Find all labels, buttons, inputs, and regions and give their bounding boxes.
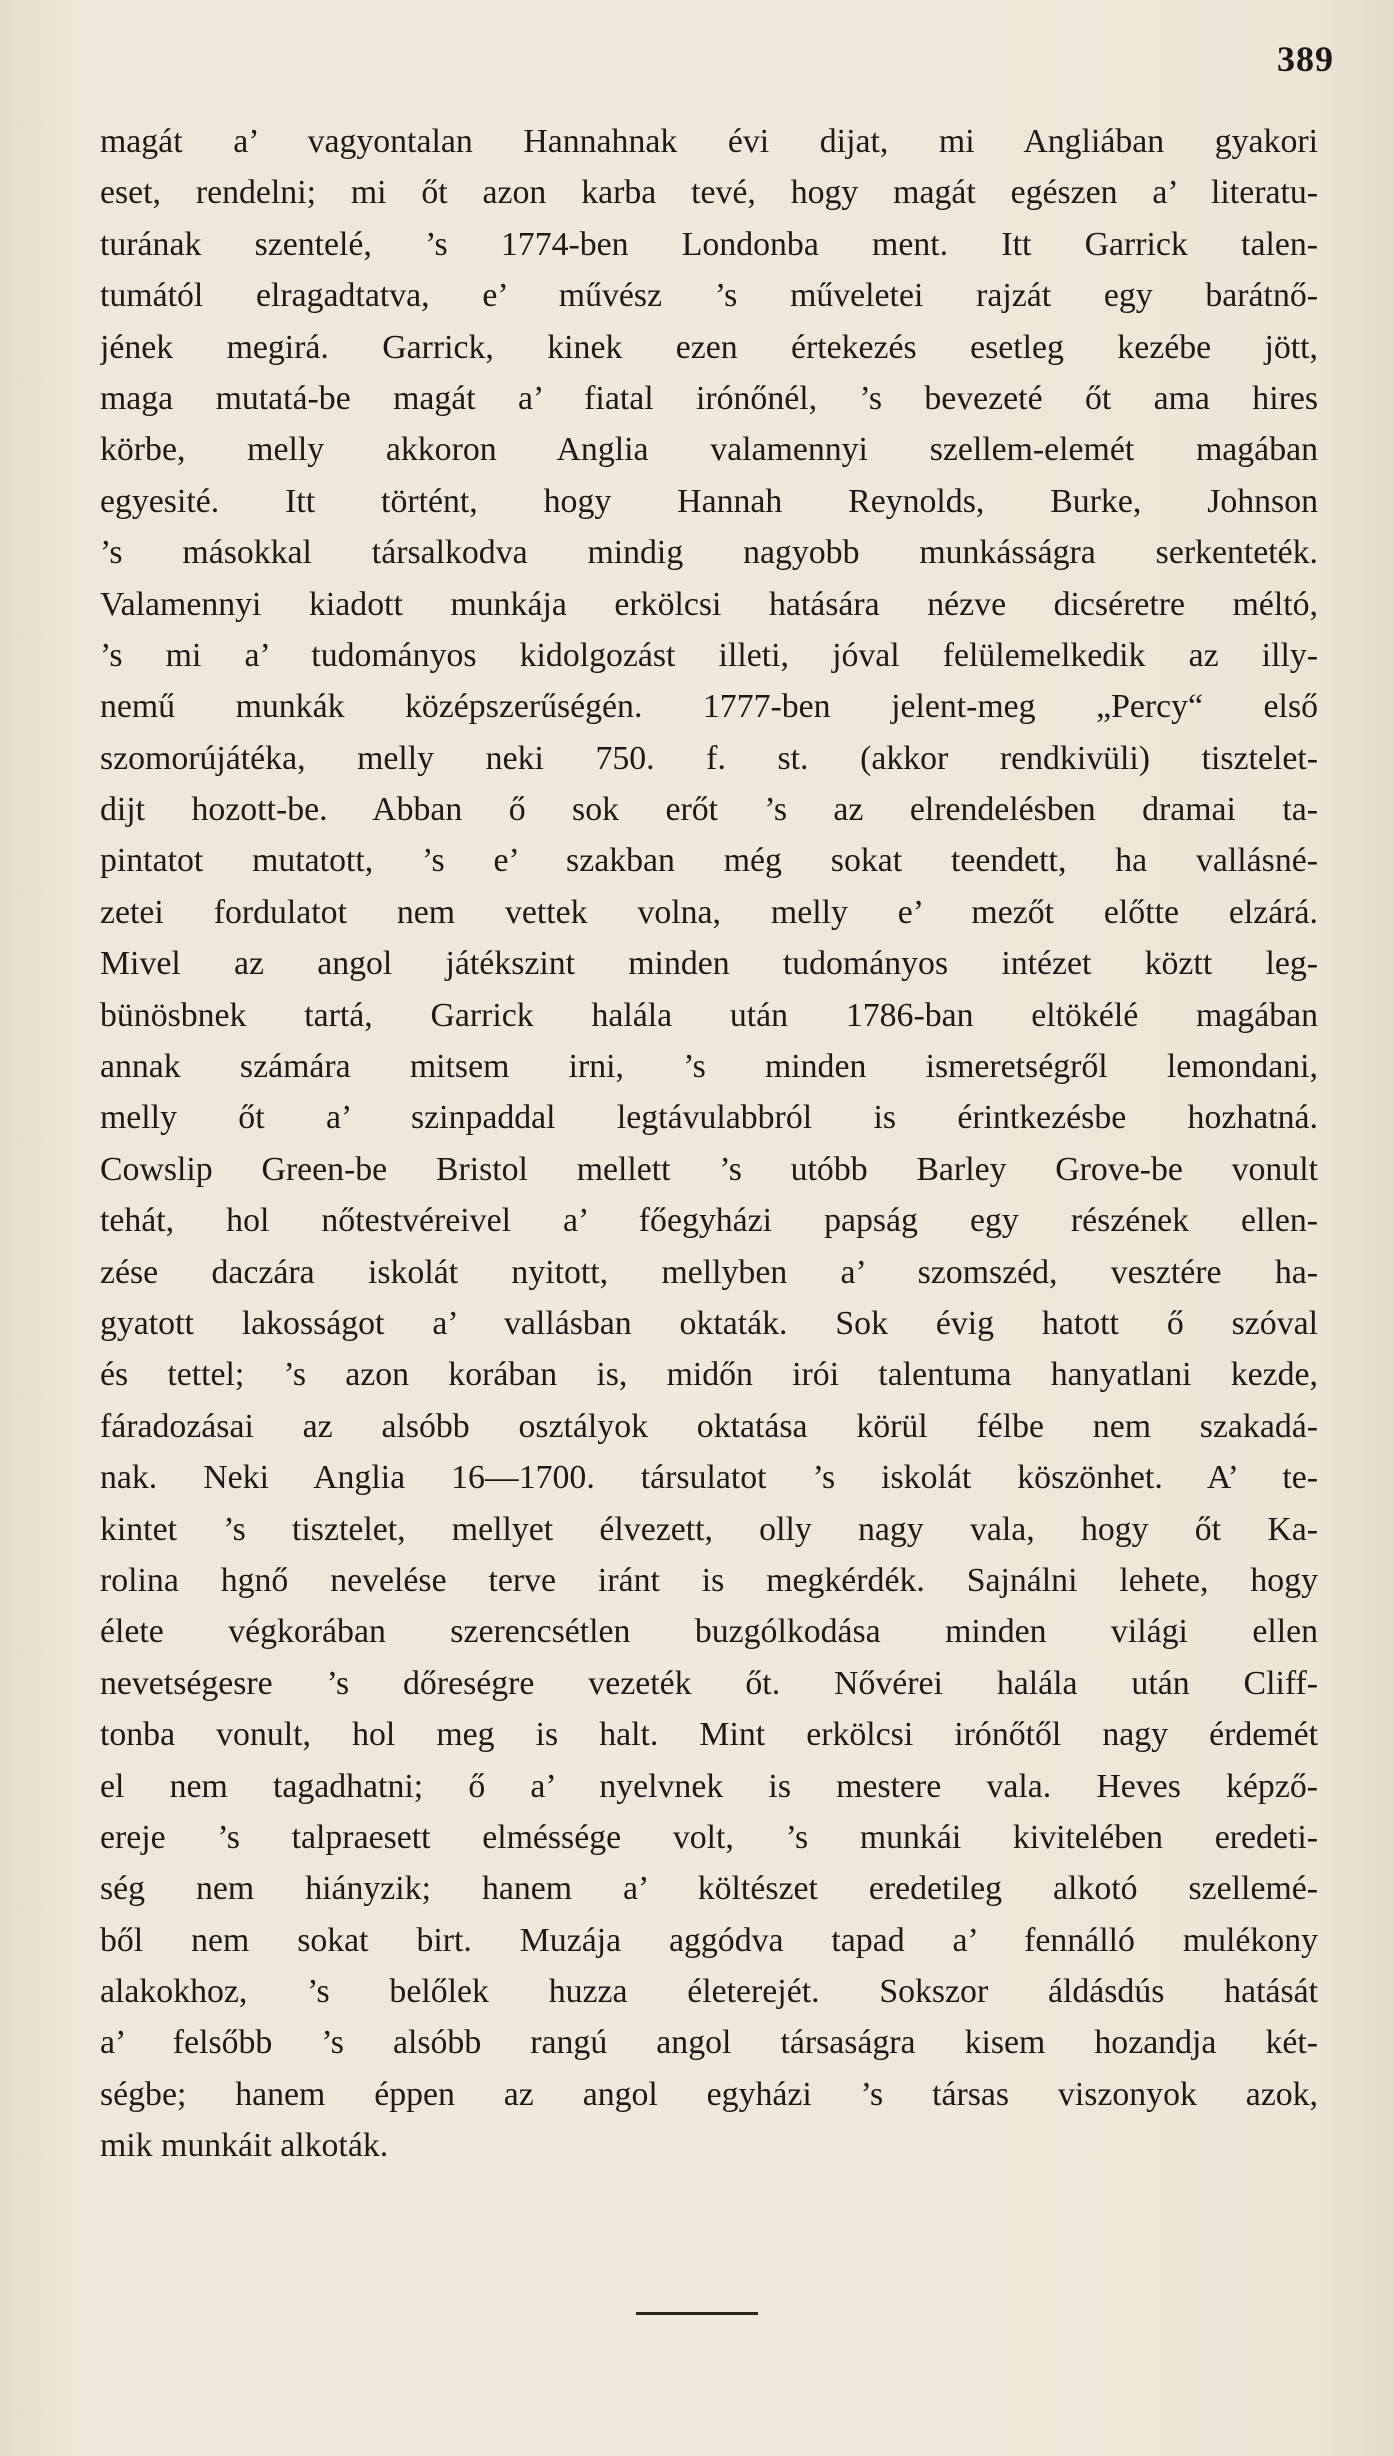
text-line: rolina hgnő nevelése terve iránt is megkérdék. Sajnálni lehete, hogy (100, 1561, 1318, 1599)
text-line: Valamennyi kiadott munkája erkölcsi hatására nézve dicséretre méltó, (100, 585, 1318, 623)
text-line: Mivel az angol játékszint minden tudományos intézet köztt leg- (100, 945, 1318, 983)
text-line: melly őt a’ szinpaddal legtávulabbról is érintkezésbe hozhatná. (100, 1099, 1318, 1137)
text-line: a’ felsőbb ’s alsóbb rangú angol társaságra kisem hozandja két- (100, 2024, 1318, 2062)
text-line: annak számára mitsem irni, ’s minden ismeretségről lemondani, (100, 1048, 1318, 1086)
text-line: turának szentelé, ’s 1774-ben Londonba ment. Itt Garrick talen- (100, 225, 1318, 263)
text-body (100, 116, 1318, 2276)
text-line: jének megirá. Garrick, kinek ezen értekezés esetleg kezébe jött, (100, 328, 1318, 366)
text-line: Cowslip Green-be Bristol mellett ’s utóbb Barley Grove-be vonult (100, 1150, 1318, 1188)
text-line: kintet ’s tisztelet, mellyet élvezett, olly nagy vala, hogy őt Ka- (100, 1510, 1318, 1548)
page-number: 389 (1277, 39, 1334, 79)
text-line: alakokhoz, ’s belőlek huzza életerejét. Sokszor áldásdús hatását (100, 1973, 1318, 2011)
text-line: tehát, hol nőtestvéreivel a’ főegyházi papság egy részének ellen- (100, 1202, 1318, 1240)
text-line: ségbe; hanem éppen az angol egyházi ’s társas viszonyok azok, (100, 2075, 1318, 2113)
text-line: tumától elragadtatva, e’ művész ’s műveletei rajzát egy barátnő- (100, 277, 1318, 315)
text-line: és tettel; ’s azon korában is, midőn irói talentuma hanyatlani kezde, (100, 1356, 1318, 1394)
text-line: mik munkáit alkoták. (100, 2127, 389, 2165)
text-line: eset, rendelni; mi őt azon karba tevé, hogy magát egészen a’ literatu- (100, 174, 1318, 212)
text-line: maga mutatá-be magát a’ fiatal irónőnél, ’s bevezeté őt ama hires (100, 379, 1318, 417)
text-line: ség nem hiányzik; hanem a’ költészet eredetileg alkotó szellemé- (100, 1870, 1318, 1908)
text-line: gyatott lakosságot a’ vallásban oktaták. Sok évig hatott ő szóval (100, 1304, 1318, 1342)
text-line: dijt hozott-be. Abban ő sok erőt ’s az elrendelésben dramai ta- (100, 791, 1318, 829)
text-line: fáradozásai az alsóbb osztályok oktatása körül félbe nem szakadá- (100, 1407, 1318, 1445)
text-line: ből nem sokat birt. Muzája aggódva tapad a’ fennálló mulékony (100, 1921, 1318, 1959)
text-line: élete végkorában szerencsétlen buzgólkodása minden világi ellen (100, 1613, 1318, 1651)
text-line: körbe, melly akkoron Anglia valamennyi szellem-elemét magában (100, 431, 1318, 469)
text-line: nak. Neki Anglia 16—1700. társulatot ’s iskolát köszönhet. A’ te- (100, 1459, 1318, 1497)
text-line: nemű munkák középszerűségén. 1777-ben jelent-meg „Percy“ első (100, 688, 1318, 726)
text-line: pintatot mutatott, ’s e’ szakban még sokat teendett, ha vallásné- (100, 842, 1318, 880)
end-rule (636, 2312, 758, 2315)
text-line: ’s másokkal társalkodva mindig nagyobb munkásságra serkenteték. (100, 534, 1318, 572)
text-line: zetei fordulatot nem vettek volna, melly e’ mezőt előtte elzárá. (100, 893, 1318, 931)
text-line: szomorújátéka, melly neki 750. f. st. (akkor rendkivüli) tisztelet- (100, 739, 1318, 777)
text-line: ereje ’s talpraesett elméssége volt, ’s munkái kivitelében eredeti- (100, 1818, 1318, 1856)
text-line: bünösbnek tartá, Garrick halála után 1786-ban eltökélé magában (100, 996, 1318, 1034)
text-line: nevetségesre ’s dőreségre vezeték őt. Nővérei halála után Cliff- (100, 1664, 1318, 1702)
text-line: zése daczára iskolát nyitott, mellyben a’ szomszéd, vesztére ha- (100, 1253, 1318, 1291)
text-line: egyesité. Itt történt, hogy Hannah Reynolds, Burke, Johnson (100, 482, 1318, 520)
text-line: el nem tagadhatni; ő a’ nyelvnek is mestere vala. Heves képző- (100, 1767, 1318, 1805)
text-line: tonba vonult, hol meg is halt. Mint erkölcsi irónőtől nagy érdemét (100, 1716, 1318, 1754)
text-line: ’s mi a’ tudományos kidolgozást illeti, jóval felülemelkedik az illy- (100, 636, 1318, 674)
text-line: magát a’ vagyontalan Hannahnak évi dijat, mi Angliában gyakori (100, 123, 1318, 160)
